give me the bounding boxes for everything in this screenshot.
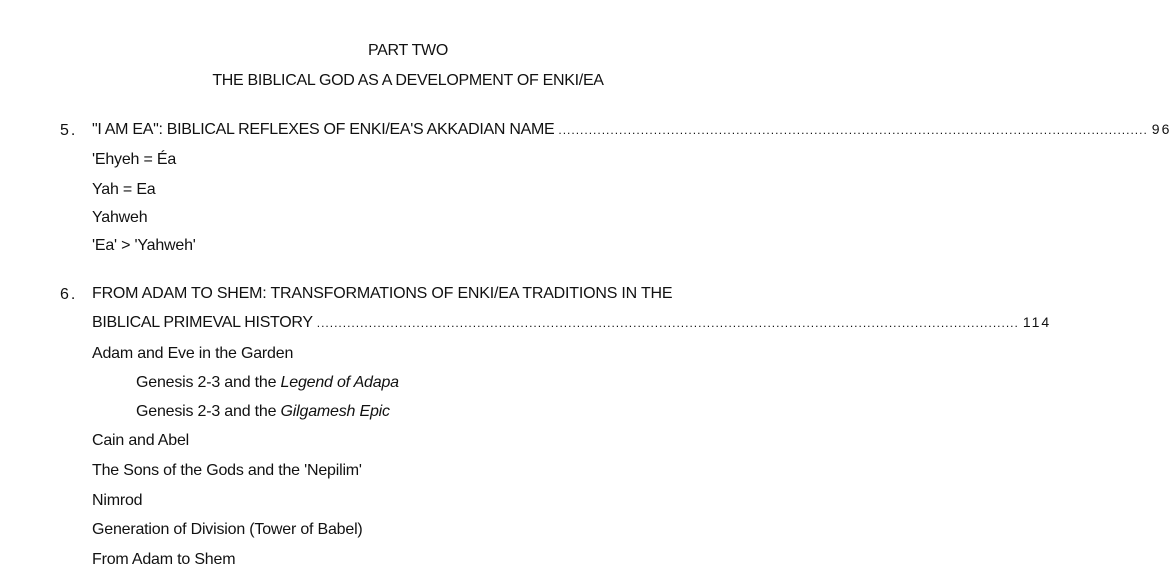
section-ehyeh: 'Ehyeh = Éa — [92, 151, 177, 168]
chapter-5-number: 5. — [60, 122, 78, 139]
dot-leader: .................................................................................................................................................................. — [316, 316, 1019, 330]
chapter-6-title-line1: FROM ADAM TO SHEM: TRANSFORMATIONS OF ENKI/EA TRADITIONS IN THE — [92, 285, 673, 302]
chapter-6-entry[interactable] — [92, 314, 1052, 336]
dot-leader: ........................................................................................................................................ — [558, 123, 1148, 137]
section-yah-ea: Yah = Ea — [92, 181, 156, 198]
chapter-6-title-line2: BIBLICAL PRIMEVAL HISTORY — [92, 314, 313, 331]
subsection-adapa-italic: Legend of Adapa — [280, 374, 399, 391]
section-adam-eve: Adam and Eve in the Garden — [92, 345, 294, 362]
subsection-adapa-prefix: Genesis 2-3 and the — [136, 374, 281, 391]
chapter-6-number: 6. — [60, 286, 78, 303]
section-adam-to-shem: From Adam to Shem — [92, 551, 236, 568]
subsection-adapa — [136, 374, 399, 392]
subsection-gilgamesh — [136, 403, 390, 421]
chapter-6-page-number: 114 — [1022, 314, 1052, 330]
chapter-5-title: "I AM EA": BIBLICAL REFLEXES OF ENKI/EA'S AKKADIAN NAME — [92, 121, 555, 138]
part-label: PART TWO — [368, 42, 448, 59]
section-ea-yahweh: 'Ea' > 'Yahweh' — [92, 237, 196, 254]
section-nimrod: Nimrod — [92, 492, 143, 509]
section-tower-of-babel: Generation of Division (Tower of Babel) — [92, 521, 363, 538]
section-cain-abel: Cain and Abel — [92, 432, 190, 449]
subsection-gilgamesh-prefix: Genesis 2-3 and the — [136, 403, 281, 420]
subsection-gilgamesh-italic: Gilgamesh Epic — [280, 403, 390, 420]
section-sons-of-gods: The Sons of the Gods and the 'Nepilim' — [92, 462, 362, 479]
section-yahweh: Yahweh — [92, 209, 148, 226]
part-title: THE BIBLICAL GOD AS A DEVELOPMENT OF ENKI/EA — [212, 72, 604, 89]
chapter-5-entry[interactable] — [92, 121, 1171, 143]
chapter-5-page-number: 96 — [1151, 121, 1171, 137]
